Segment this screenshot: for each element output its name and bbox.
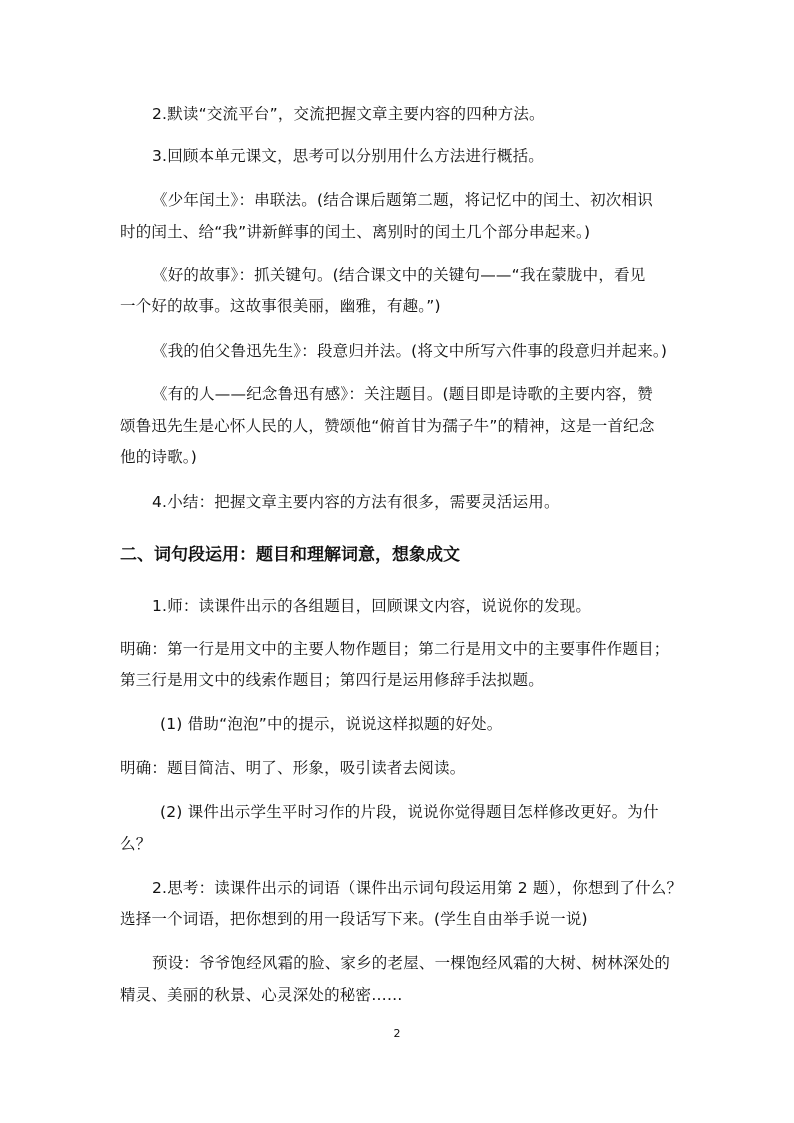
paragraph-text: 选择一个词语，把你想到的用一段话写下来。(学生自由举手说一说) bbox=[120, 910, 588, 928]
paragraph-text: 预设：爷爷饱经风霜的脸、家乡的老屋、一棵饱经风霜的大树、树林深处的 bbox=[152, 954, 671, 972]
paragraph-text: 《少年闰土》：串联法。(结合课后题第二题，将记忆中的闰土、初次相识 bbox=[152, 191, 653, 209]
paragraph-text: (2) 课件出示学生平时习作的片段，说说你觉得题目怎样修改更好。为什 bbox=[160, 803, 659, 821]
section-heading: 二、词句段运用：题目和理解词意，想象成文 bbox=[120, 545, 460, 565]
paragraph-text: 《有的人——纪念鲁迅有感》：关注题目。(题目即是诗歌的主要内容，赞 bbox=[152, 385, 653, 403]
paragraph-text: 颂鲁迅先生是心怀人民的人，赞颂他“俯首甘为孺子牛”的精神，这是一首纪念 bbox=[120, 417, 655, 435]
paragraph-text: 精灵、美丽的秋景、心灵深处的秘密…… bbox=[120, 986, 403, 1004]
paragraph-text: 2.默读“交流平台”，交流把握文章主要内容的四种方法。 bbox=[152, 105, 545, 123]
paragraph-text: 时的闰土、给“我”讲新鲜事的闰土、离别时的闰土几个部分串起来。) bbox=[120, 223, 591, 241]
paragraph-text: 4.小结：把握文章主要内容的方法有很多，需要灵活运用。 bbox=[152, 493, 560, 511]
paragraph-text: 明确：题目简洁、明了、形象，吸引读者去阅读。 bbox=[120, 759, 466, 777]
paragraph-text: 么？ bbox=[120, 835, 152, 853]
paragraph-text: 3.回顾本单元课文，思考可以分别用什么方法进行概括。 bbox=[152, 147, 544, 165]
paragraph-text: (1) 借助“泡泡”中的提示，说说这样拟题的好处。 bbox=[160, 715, 503, 733]
paragraph-text: 《我的伯父鲁迅先生》：段意归并法。(将文中所写六件事的段意归并起来。) bbox=[152, 342, 668, 360]
paragraph-text: 第三行是用文中的线索作题目；第四行是运用修辞手法拟题。 bbox=[120, 671, 544, 689]
paragraph-text: 2.思考：读课件出示的词语（课件出示词句段运用第 2 题），你想到了什么？ bbox=[152, 879, 683, 897]
paragraph-text: 他的诗歌。) bbox=[120, 448, 197, 466]
paragraph-text: 《好的故事》：抓关键句。(结合课文中的关键句——“我在蒙胧中，看见 bbox=[152, 266, 646, 284]
page-number: 2 bbox=[393, 1027, 401, 1040]
paragraph-text: 一个好的故事。这故事很美丽，幽雅，有趣。”) bbox=[120, 297, 441, 315]
paragraph-text: 1.师：读课件出示的各组题目，回顾课文内容，说说你的发现。 bbox=[152, 597, 592, 615]
paragraph-text: 明确：第一行是用文中的主要人物作题目；第二行是用文中的主要事件作题目； bbox=[120, 640, 670, 658]
